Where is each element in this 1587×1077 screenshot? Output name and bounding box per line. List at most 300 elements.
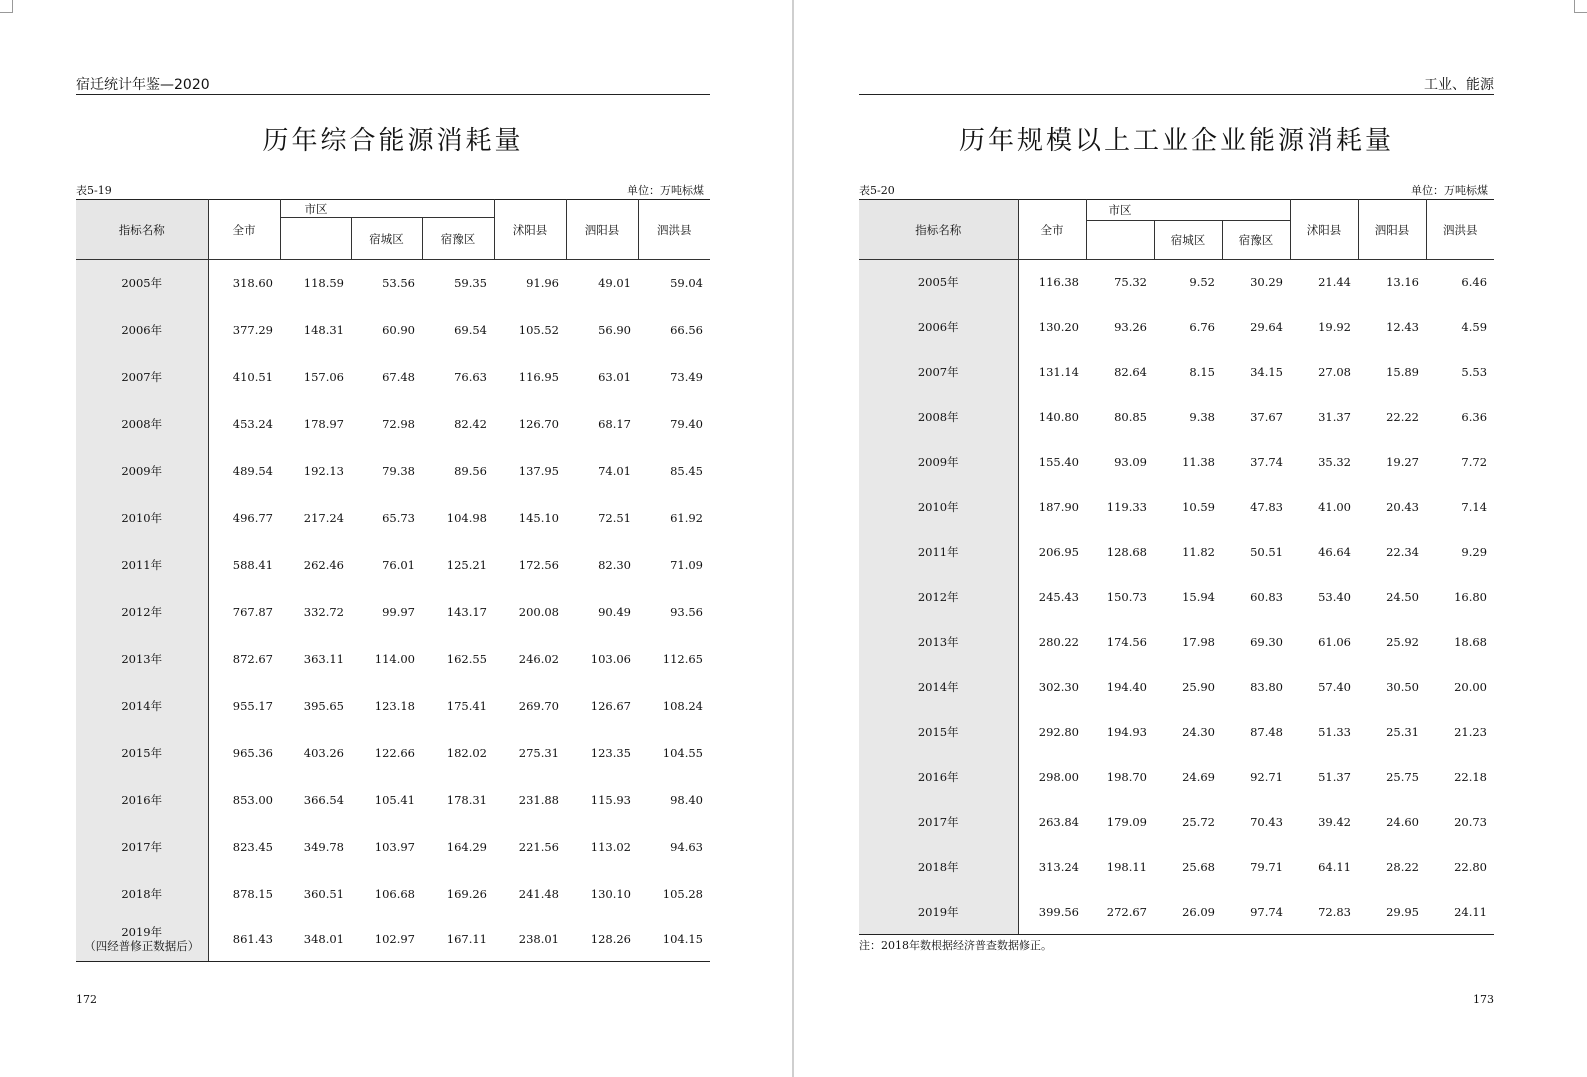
table-row — [76, 307, 710, 354]
row-value: 174.56 — [1106, 635, 1147, 649]
row-year: 2013年 — [76, 636, 208, 683]
header-sucheng: 宿城区 — [351, 218, 422, 260]
row-value: 298.00 — [1038, 770, 1079, 784]
row-value: 93.56 — [670, 605, 703, 619]
row-value: 61.06 — [1318, 635, 1352, 649]
row-value: 9.29 — [1461, 545, 1488, 559]
row-value: 60.83 — [1250, 590, 1284, 604]
row-value: 179.09 — [1106, 815, 1147, 829]
row-value: 97.74 — [1222, 890, 1290, 935]
row-value: 5.53 — [1461, 365, 1488, 379]
table-note: 注：2018年数根据经济普查数据修正。 — [859, 939, 1052, 952]
row-value: 82.30 — [598, 558, 631, 572]
row-value: 200.08 — [518, 605, 559, 619]
row-value: 150.73 — [1106, 590, 1147, 604]
table-row — [76, 354, 710, 401]
row-value: 91.96 — [526, 276, 559, 291]
row-value: 118.59 — [303, 276, 344, 291]
row-year: 2009年 — [859, 440, 1018, 485]
row-year: 2018年 — [76, 871, 208, 918]
row-value: 27.08 — [1318, 365, 1352, 379]
row-value: 76.63 — [454, 370, 487, 384]
row-value: 105.52 — [518, 323, 559, 337]
row-value: 72.83 — [1290, 890, 1358, 935]
table-row — [76, 448, 710, 495]
header-siyang: 泗阳县 — [1358, 200, 1426, 260]
row-year: 2017年 — [859, 800, 1018, 845]
row-value: 103.06 — [590, 652, 631, 666]
row-year: 2019年 — [859, 890, 1018, 935]
row-year: 2007年 — [76, 354, 208, 401]
row-year — [76, 918, 208, 962]
row-value: 15.94 — [1182, 590, 1215, 604]
table-row — [859, 440, 1494, 485]
running-head-left: 宿迁统计年鉴—2020 — [76, 77, 210, 93]
row-year: 2015年 — [859, 710, 1018, 755]
header-rule — [859, 94, 1494, 95]
row-year: 2012年 — [76, 589, 208, 636]
header-whole-city: 全市 — [1018, 200, 1086, 260]
row-value: 28.22 — [1386, 860, 1420, 874]
row-value: 246.02 — [518, 652, 559, 666]
table-row — [859, 800, 1494, 845]
row-year: 2015年 — [76, 730, 208, 777]
table-row — [76, 730, 710, 777]
row-value: 102.97 — [351, 918, 422, 962]
row-value: 25.90 — [1182, 680, 1215, 694]
row-value: 206.95 — [1038, 545, 1079, 559]
row-value: 332.72 — [303, 605, 344, 619]
table-row — [859, 395, 1494, 440]
header-siyang: 泗阳县 — [566, 200, 638, 260]
row-value: 24.11 — [1426, 890, 1494, 935]
table-row — [859, 620, 1494, 665]
row-value: 20.00 — [1454, 680, 1488, 694]
header-suyu: 宿豫区 — [1222, 221, 1290, 260]
row-value: 67.48 — [382, 370, 415, 384]
row-value: 167.11 — [422, 918, 494, 962]
table-row — [76, 918, 710, 962]
row-value: 113.02 — [590, 840, 631, 854]
row-value: 30.29 — [1250, 275, 1284, 290]
row-value: 217.24 — [303, 511, 344, 525]
row-value: 6.36 — [1461, 410, 1488, 424]
page-title: 历年综合能源消耗量 — [262, 126, 524, 156]
header-sucheng: 宿城区 — [1154, 221, 1222, 260]
table-row — [859, 485, 1494, 530]
row-value: 21.44 — [1318, 275, 1352, 290]
row-value: 192.13 — [303, 464, 344, 478]
row-value: 59.35 — [454, 276, 487, 291]
row-value: 965.36 — [232, 746, 273, 760]
row-value: 16.80 — [1454, 590, 1488, 604]
row-year: 2010年 — [859, 485, 1018, 530]
row-value: 377.29 — [232, 323, 273, 337]
table-row — [859, 890, 1494, 935]
row-value: 79.38 — [382, 464, 415, 478]
row-value: 112.65 — [662, 652, 703, 666]
row-year: 2005年 — [859, 260, 1018, 305]
page-number: 172 — [76, 993, 97, 1006]
row-value: 85.45 — [670, 464, 703, 478]
row-value: 198.11 — [1106, 860, 1147, 874]
row-value: 51.33 — [1318, 725, 1352, 739]
right-page — [793, 0, 1587, 1077]
row-year: 2010年 — [76, 495, 208, 542]
row-value: 6.76 — [1189, 320, 1215, 334]
row-value: 105.28 — [662, 887, 703, 901]
crop-mark — [1574, 0, 1587, 13]
row-value: 137.95 — [518, 464, 559, 478]
row-value: 269.70 — [518, 699, 559, 713]
row-year: 2011年 — [76, 542, 208, 589]
row-value: 93.26 — [1114, 320, 1147, 334]
row-value: 7.72 — [1461, 455, 1488, 469]
header-urban-blank — [1086, 221, 1154, 260]
page-number: 173 — [1473, 993, 1494, 1006]
table-row — [859, 350, 1494, 395]
row-value: 22.34 — [1386, 545, 1420, 559]
row-value: 64.11 — [1318, 860, 1352, 874]
row-year-label: 2019年 — [121, 925, 163, 940]
table-label: 表5-20 — [859, 184, 895, 197]
table-row — [859, 305, 1494, 350]
row-value: 25.75 — [1386, 770, 1420, 784]
row-value: 37.74 — [1250, 455, 1284, 469]
row-value: 187.90 — [1038, 500, 1079, 514]
table-row — [76, 636, 710, 683]
row-value: 51.37 — [1318, 770, 1352, 784]
row-value: 145.10 — [518, 511, 559, 525]
row-value: 22.80 — [1454, 860, 1488, 874]
row-value: 123.35 — [590, 746, 631, 760]
table-row — [859, 710, 1494, 755]
row-value: 262.46 — [303, 558, 344, 572]
row-value: 76.01 — [382, 558, 415, 572]
row-value: 69.30 — [1250, 635, 1284, 649]
row-value: 178.97 — [303, 417, 344, 431]
row-value: 21.23 — [1454, 725, 1488, 739]
row-value: 47.83 — [1250, 500, 1284, 514]
row-value: 194.93 — [1106, 725, 1147, 739]
data-table — [859, 199, 1494, 935]
row-value: 349.78 — [303, 840, 344, 854]
row-value: 99.97 — [382, 605, 415, 619]
row-value: 399.56 — [1018, 890, 1086, 935]
row-value: 72.51 — [598, 511, 631, 525]
table-row — [859, 845, 1494, 890]
row-value: 395.65 — [303, 699, 344, 713]
left-page — [0, 0, 793, 1077]
row-value: 17.98 — [1182, 635, 1215, 649]
table-row — [76, 871, 710, 918]
row-value: 119.33 — [1106, 500, 1147, 514]
row-value: 20.73 — [1454, 815, 1488, 829]
row-value: 172.56 — [518, 558, 559, 572]
table-label: 表5-19 — [76, 184, 112, 197]
row-value: 60.90 — [382, 323, 415, 337]
row-value: 26.09 — [1154, 890, 1222, 935]
row-value: 853.00 — [232, 793, 273, 807]
table-row — [76, 495, 710, 542]
row-year: 2013年 — [859, 620, 1018, 665]
row-value: 34.15 — [1250, 365, 1284, 379]
crop-mark — [0, 0, 13, 13]
row-value: 104.15 — [638, 918, 710, 962]
row-value: 194.40 — [1106, 680, 1147, 694]
row-value: 123.18 — [374, 699, 415, 713]
row-value: 8.15 — [1189, 365, 1215, 379]
row-value: 94.63 — [670, 840, 703, 854]
row-value: 175.41 — [446, 699, 487, 713]
row-value: 50.51 — [1250, 545, 1284, 559]
row-year: 2016年 — [859, 755, 1018, 800]
row-year: 2014年 — [859, 665, 1018, 710]
row-value: 22.18 — [1454, 770, 1488, 784]
row-value: 22.22 — [1386, 410, 1420, 424]
row-value: 125.21 — [446, 558, 487, 572]
row-year: 2007年 — [859, 350, 1018, 395]
row-value: 157.06 — [303, 370, 344, 384]
row-value: 272.67 — [1086, 890, 1154, 935]
row-year: 2008年 — [76, 401, 208, 448]
row-value: 313.24 — [1038, 860, 1079, 874]
row-year: 2006年 — [859, 305, 1018, 350]
row-value: 767.87 — [232, 605, 273, 619]
row-year: 2011年 — [859, 530, 1018, 575]
row-value: 37.67 — [1250, 410, 1284, 424]
row-value: 12.43 — [1386, 320, 1420, 334]
row-value: 360.51 — [303, 887, 344, 901]
row-value: 106.68 — [374, 887, 415, 901]
row-value: 25.68 — [1182, 860, 1215, 874]
row-value: 75.32 — [1114, 275, 1147, 290]
row-value: 93.09 — [1114, 455, 1147, 469]
header-indicator: 指标名称 — [859, 200, 1018, 260]
table-row — [859, 755, 1494, 800]
row-value: 56.90 — [598, 323, 631, 337]
row-value: 19.92 — [1318, 320, 1352, 334]
row-value: 9.38 — [1189, 410, 1215, 424]
row-value: 25.92 — [1386, 635, 1420, 649]
row-value: 49.01 — [598, 276, 631, 291]
row-value: 410.51 — [232, 370, 273, 384]
row-value: 453.24 — [232, 417, 273, 431]
row-year: 2009年 — [76, 448, 208, 495]
row-value: 82.64 — [1114, 365, 1147, 379]
row-year: 2014年 — [76, 683, 208, 730]
row-value: 116.95 — [518, 370, 559, 384]
row-value: 79.71 — [1250, 860, 1284, 874]
table-row — [76, 542, 710, 589]
row-value: 292.80 — [1038, 725, 1079, 739]
row-value: 25.31 — [1386, 725, 1420, 739]
row-value: 74.01 — [598, 464, 631, 478]
row-year: 2018年 — [859, 845, 1018, 890]
row-value: 24.30 — [1182, 725, 1215, 739]
row-value: 70.43 — [1250, 815, 1284, 829]
row-value: 6.46 — [1461, 275, 1488, 290]
unit-label: 单位：万吨标煤 — [627, 184, 704, 197]
table-row — [76, 260, 710, 307]
row-value: 116.38 — [1038, 275, 1079, 290]
table-row — [859, 260, 1494, 305]
row-value: 57.40 — [1318, 680, 1352, 694]
row-value: 87.48 — [1250, 725, 1284, 739]
row-value: 131.14 — [1038, 365, 1079, 379]
row-year: 2016年 — [76, 777, 208, 824]
row-value: 348.01 — [280, 918, 351, 962]
row-value: 108.24 — [662, 699, 703, 713]
row-value: 90.49 — [598, 605, 631, 619]
row-value: 169.26 — [446, 887, 487, 901]
data-table — [76, 199, 710, 962]
row-value: 238.01 — [494, 918, 566, 962]
header-shuyang: 沭阳县 — [1290, 200, 1358, 260]
row-value: 92.71 — [1250, 770, 1284, 784]
row-value: 46.64 — [1318, 545, 1352, 559]
header-shuyang: 沭阳县 — [494, 200, 566, 260]
row-value: 105.41 — [374, 793, 415, 807]
row-value: 15.89 — [1386, 365, 1420, 379]
row-value: 83.80 — [1250, 680, 1284, 694]
row-value: 114.00 — [374, 652, 415, 666]
row-value: 104.98 — [446, 511, 487, 525]
row-value: 103.97 — [374, 840, 415, 854]
table-row — [76, 683, 710, 730]
row-value: 80.85 — [1114, 410, 1147, 424]
table-row — [76, 777, 710, 824]
row-value: 241.48 — [518, 887, 559, 901]
row-value: 496.77 — [232, 511, 273, 525]
row-value: 68.17 — [598, 417, 631, 431]
row-value: 66.56 — [670, 323, 703, 337]
header-suyu: 宿豫区 — [422, 218, 494, 260]
row-value: 130.20 — [1038, 320, 1079, 334]
row-value: 24.60 — [1386, 815, 1420, 829]
row-value: 4.59 — [1461, 320, 1488, 334]
row-year-note: （四经普修正数据后） — [84, 939, 200, 954]
row-year: 2008年 — [859, 395, 1018, 440]
row-value: 35.32 — [1318, 455, 1352, 469]
row-value: 128.26 — [566, 918, 638, 962]
row-value: 182.02 — [446, 746, 487, 760]
row-value: 872.67 — [232, 652, 273, 666]
row-value: 155.40 — [1038, 455, 1079, 469]
row-value: 128.68 — [1106, 545, 1147, 559]
row-value: 403.26 — [303, 746, 344, 760]
table-row — [76, 824, 710, 871]
row-value: 164.29 — [446, 840, 487, 854]
row-value: 71.09 — [670, 558, 703, 572]
row-value: 20.43 — [1386, 500, 1420, 514]
row-value: 29.95 — [1358, 890, 1426, 935]
row-value: 98.40 — [670, 793, 703, 807]
row-value: 82.42 — [454, 417, 487, 431]
row-value: 63.01 — [598, 370, 631, 384]
row-year: 2005年 — [76, 260, 208, 307]
row-value: 53.56 — [382, 276, 415, 291]
row-value: 24.50 — [1386, 590, 1420, 604]
row-value: 24.69 — [1182, 770, 1215, 784]
header-urban: 市区 — [280, 200, 494, 218]
row-value: 69.54 — [454, 323, 487, 337]
row-value: 11.82 — [1182, 545, 1215, 559]
row-value: 10.59 — [1182, 500, 1215, 514]
row-value: 588.41 — [232, 558, 273, 572]
row-value: 41.00 — [1318, 500, 1352, 514]
row-value: 65.73 — [382, 511, 415, 525]
row-value: 25.72 — [1182, 815, 1215, 829]
row-value: 59.04 — [670, 276, 703, 291]
row-value: 126.67 — [590, 699, 631, 713]
row-value: 31.37 — [1318, 410, 1352, 424]
row-value: 115.93 — [590, 793, 631, 807]
row-value: 130.10 — [590, 887, 631, 901]
row-value: 178.31 — [446, 793, 487, 807]
header-urban: 市区 — [1086, 200, 1290, 221]
row-value: 955.17 — [232, 699, 273, 713]
row-value: 302.30 — [1038, 680, 1079, 694]
running-head-right: 工业、能源 — [1424, 77, 1494, 93]
row-value: 79.40 — [670, 417, 703, 431]
unit-label: 单位：万吨标煤 — [1411, 184, 1488, 197]
row-value: 162.55 — [446, 652, 487, 666]
row-value: 280.22 — [1038, 635, 1079, 649]
header-urban-blank — [280, 218, 351, 260]
row-value: 275.31 — [518, 746, 559, 760]
row-value: 104.55 — [662, 746, 703, 760]
row-value: 878.15 — [232, 887, 273, 901]
row-value: 140.80 — [1038, 410, 1079, 424]
header-indicator: 指标名称 — [76, 200, 208, 260]
row-value: 861.43 — [208, 918, 280, 962]
row-value: 18.68 — [1454, 635, 1488, 649]
row-value: 143.17 — [446, 605, 487, 619]
row-value: 823.45 — [232, 840, 273, 854]
row-value: 489.54 — [232, 464, 273, 478]
row-value: 61.92 — [670, 511, 703, 525]
header-sihong: 泗洪县 — [638, 200, 710, 260]
header-sihong: 泗洪县 — [1426, 200, 1494, 260]
row-value: 366.54 — [303, 793, 344, 807]
row-value: 126.70 — [518, 417, 559, 431]
row-value: 29.64 — [1250, 320, 1284, 334]
row-value: 53.40 — [1318, 590, 1352, 604]
row-value: 318.60 — [232, 276, 273, 291]
row-value: 363.11 — [303, 652, 344, 666]
row-value: 30.50 — [1386, 680, 1420, 694]
row-value: 19.27 — [1386, 455, 1420, 469]
row-value: 73.49 — [670, 370, 703, 384]
row-value: 122.66 — [374, 746, 415, 760]
row-year: 2017年 — [76, 824, 208, 871]
row-value: 11.38 — [1182, 455, 1215, 469]
table-row — [859, 665, 1494, 710]
row-value: 89.56 — [454, 464, 487, 478]
row-value: 263.84 — [1038, 815, 1079, 829]
row-year: 2006年 — [76, 307, 208, 354]
table-row — [859, 575, 1494, 620]
row-value: 7.14 — [1461, 500, 1488, 514]
row-value: 221.56 — [518, 840, 559, 854]
row-value: 198.70 — [1106, 770, 1147, 784]
row-value: 39.42 — [1318, 815, 1352, 829]
row-year: 2012年 — [859, 575, 1018, 620]
row-value: 245.43 — [1038, 590, 1079, 604]
row-value: 148.31 — [303, 323, 344, 337]
row-value: 72.98 — [382, 417, 415, 431]
